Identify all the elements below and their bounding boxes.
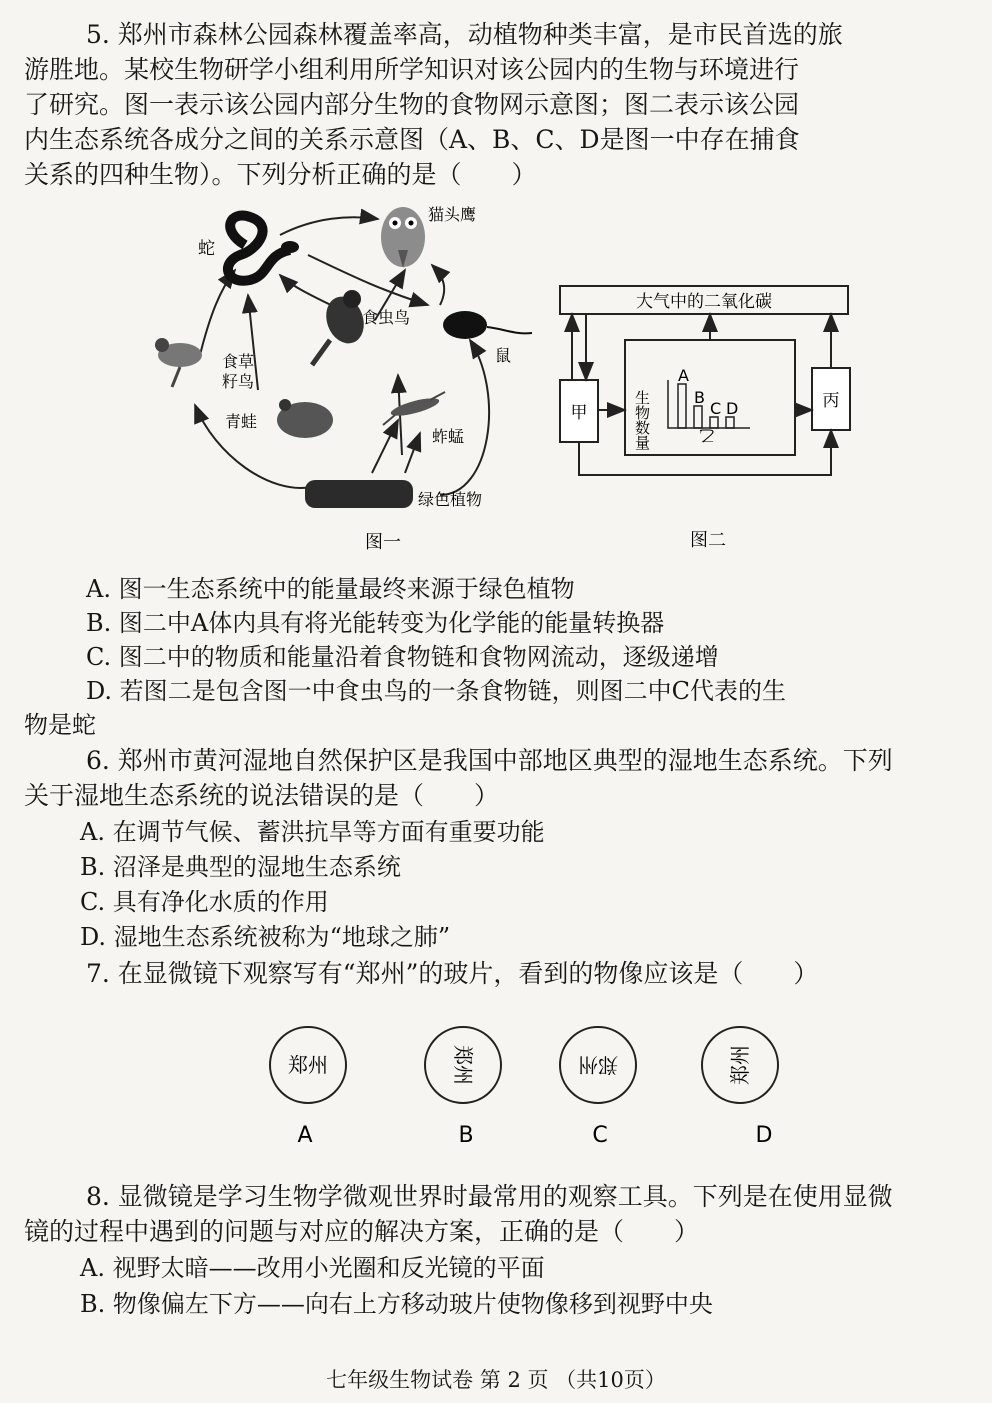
- bar-A: [678, 384, 686, 428]
- decomposer-label: 丙: [822, 391, 840, 411]
- q5-line-5: 关系的四种生物）。下列分析正确的是（ ）: [24, 160, 537, 189]
- q6-option-d: D. 湿地生态系统被称为“地球之肺”: [80, 923, 451, 951]
- fig2-caption: 图二: [690, 530, 726, 551]
- seed-bird-label-2: 籽鸟: [222, 372, 255, 391]
- insect-bird-image: [312, 290, 370, 365]
- q7-option-a: [270, 1027, 346, 1148]
- producer-label: 甲: [570, 403, 588, 423]
- owl-label: 猫头鹰: [428, 205, 477, 224]
- food-web-figure: [140, 195, 550, 560]
- q5-option-b: B. 图二中A体内具有将光能转变为化学能的能量转换器: [86, 609, 665, 637]
- svg-text:B: B: [458, 1123, 474, 1148]
- bar-B: [694, 406, 702, 428]
- bar-group: [668, 366, 750, 428]
- q5-line-1: 5. 郑州市森林公园森林覆盖率高，动植物种类丰富，是市民首选的旅: [86, 20, 843, 49]
- mouse-label: 鼠: [495, 346, 512, 365]
- q5-option-d-cont: 物是蛇: [24, 711, 96, 739]
- svg-text:郑州: 郑州: [728, 1045, 752, 1085]
- frog-label: 青蛙: [225, 412, 258, 431]
- svg-text:郑州: 郑州: [451, 1045, 475, 1085]
- q6-option-c: C. 具有净化水质的作用: [80, 888, 329, 916]
- ecosystem-diagram: [550, 280, 860, 555]
- grasshopper-label: 蚱蜢: [432, 427, 465, 446]
- q8-line-1: 8. 显微镜是学习生物学微观世界时最常用的观察工具。下列是在使用显微: [86, 1182, 893, 1211]
- bar-label-D: D: [726, 399, 739, 418]
- svg-text:A: A: [297, 1123, 313, 1148]
- svg-text:郑州: 郑州: [578, 1053, 618, 1077]
- atmosphere-co2-label: 大气中的二氧化碳: [636, 292, 772, 312]
- consumer-label: 乙: [698, 426, 715, 445]
- q7-options-figure: [260, 1020, 800, 1150]
- svg-text:D: D: [755, 1123, 773, 1148]
- fig1-caption: 图一: [365, 532, 401, 553]
- q8-option-a: A. 视野太暗——改用小光圈和反光镜的平面: [80, 1254, 545, 1282]
- q5-option-c: C. 图二中的物质和能量沿着食物链和食物网流动，逐级递增: [86, 643, 719, 671]
- q6-option-b: B. 沼泽是典型的湿地生态系统: [80, 853, 401, 881]
- bar-label-A: A: [678, 366, 689, 385]
- snake-image: [228, 216, 299, 281]
- q7-option-d: [702, 1027, 778, 1148]
- seed-bird-image: [155, 338, 202, 387]
- bar-label-C: C: [710, 399, 722, 418]
- q5-line-3: 了研究。图一表示该公园内部分生物的食物网示意图；图二表示该公园: [24, 90, 800, 119]
- bar-label-B: B: [694, 388, 705, 407]
- plant-image: [305, 480, 413, 508]
- q6-line-1: 6. 郑州市黄河湿地自然保护区是我国中部地区典型的湿地生态系统。下列: [86, 746, 893, 775]
- q5-option-d: D. 若图二是包含图一中食虫鸟的一条食物链，则图二中C代表的生: [86, 677, 787, 705]
- plant-label: 绿色植物: [418, 490, 483, 509]
- svg-text:郑州: 郑州: [288, 1053, 328, 1077]
- q7-option-c: [560, 1027, 636, 1148]
- snake-label: 蛇: [198, 239, 215, 259]
- insect-bird-label: 食虫鸟: [362, 308, 411, 327]
- seed-bird-label-1: 食草: [222, 352, 255, 371]
- grasshopper-image: [383, 392, 445, 425]
- q7-line: 7. 在显微镜下观察写有“郑州”的玻片，看到的物像应该是（ ）: [86, 959, 819, 988]
- q5-line-2: 游胜地。某校生物研学小组利用所学知识对该公园内的生物与环境进行: [24, 55, 800, 84]
- frog-image: [277, 399, 333, 438]
- q8-option-b: B. 物像偏左下方——向右上方移动玻片使物像移到视野中央: [80, 1290, 713, 1318]
- page-footer: 七年级生物试卷 第 2 页 （共10页）: [326, 1368, 666, 1392]
- q5-line-4: 内生态系统各成分之间的关系示意图（A、B、C、D是图一中存在捕食: [24, 125, 800, 154]
- bar-D: [726, 417, 734, 428]
- ylabel: 生物数量: [633, 390, 651, 450]
- mouse-image: [443, 311, 532, 339]
- q7-option-b: [425, 1027, 501, 1148]
- q6-option-a: A. 在调节气候、蓄洪抗旱等方面有重要功能: [80, 818, 545, 846]
- q5-option-a: A. 图一生态系统中的能量最终来源于绿色植物: [86, 575, 575, 603]
- svg-text:C: C: [592, 1123, 608, 1148]
- q8-line-2: 镜的过程中遇到的问题与对应的解决方案，正确的是（ ）: [24, 1217, 700, 1246]
- owl-image: [381, 207, 425, 268]
- q6-line-2: 关于湿地生态系统的说法错误的是（ ）: [24, 781, 500, 810]
